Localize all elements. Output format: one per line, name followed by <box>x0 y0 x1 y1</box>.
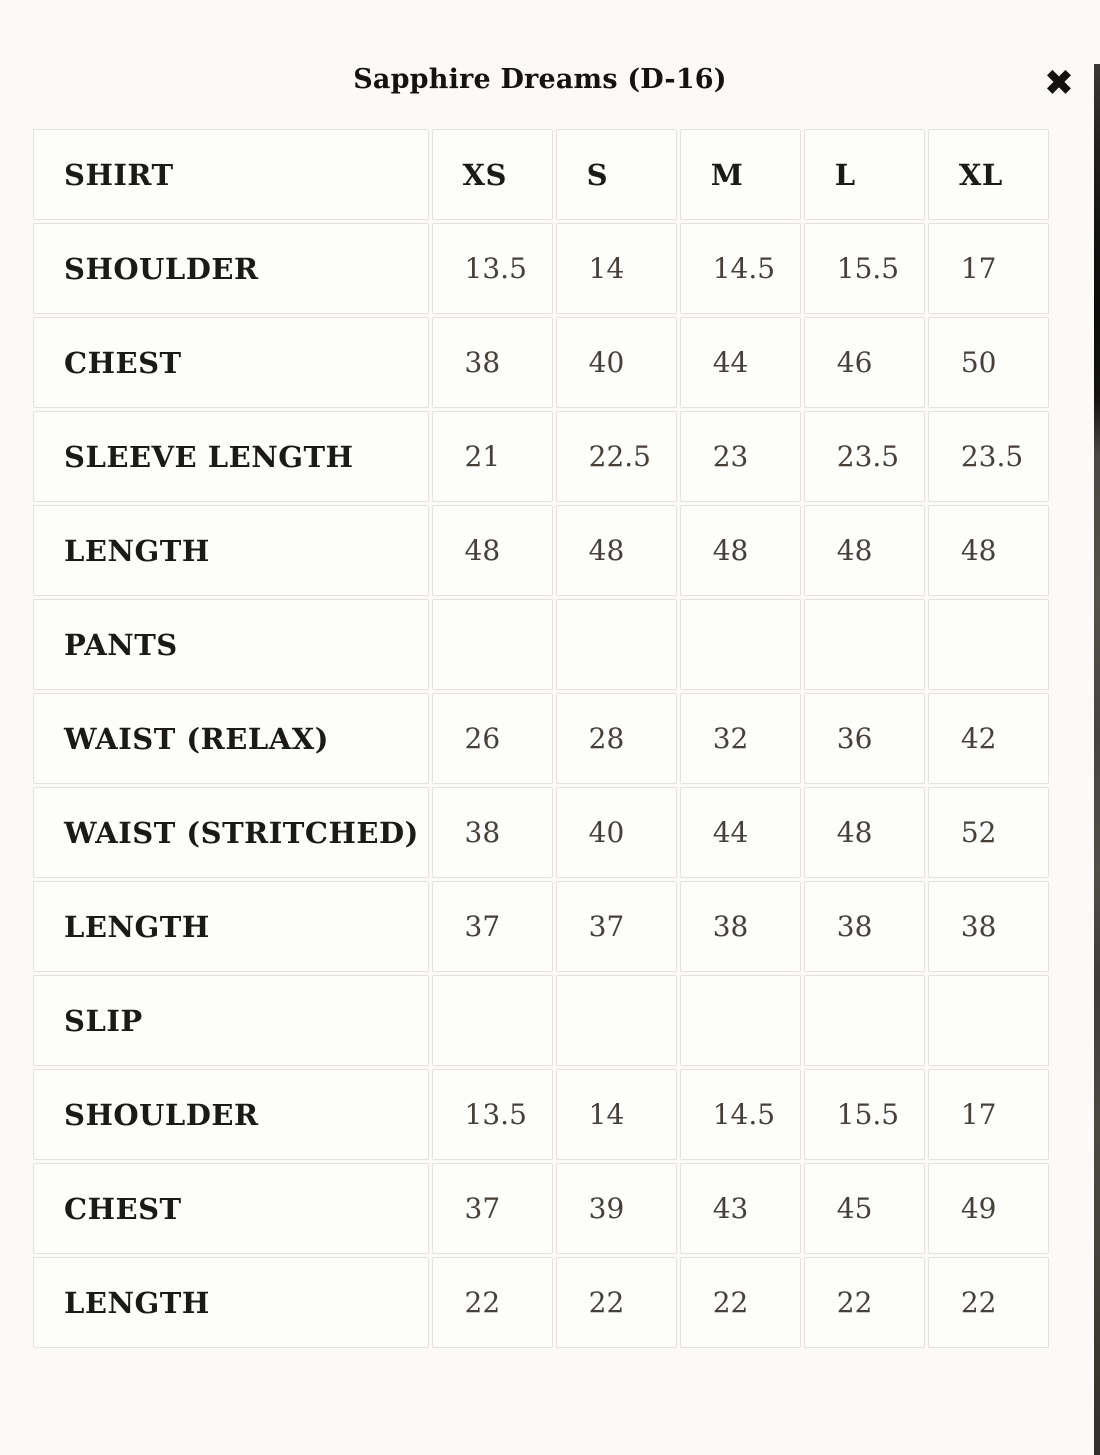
size-value-cell <box>680 599 801 690</box>
size-value-cell: 32 <box>680 693 801 784</box>
size-value-cell: 14.5 <box>680 1069 801 1160</box>
size-value-cell <box>804 975 925 1066</box>
close-icon: ✖ <box>1043 63 1074 104</box>
table-row <box>33 693 1049 784</box>
size-value-cell: 22 <box>680 1257 801 1348</box>
row-label: LENGTH <box>33 881 429 972</box>
size-value-cell: 21 <box>432 411 553 502</box>
size-value-cell: 23.5 <box>804 411 925 502</box>
size-value-cell: 50 <box>928 317 1049 408</box>
table-row <box>33 223 1049 314</box>
size-value-cell: 13.5 <box>432 223 553 314</box>
row-label: LENGTH <box>33 505 429 596</box>
row-label: WAIST (RELAX) <box>33 693 429 784</box>
size-value-cell: 48 <box>432 505 553 596</box>
size-value-cell: 14 <box>556 223 677 314</box>
row-label: CHEST <box>33 1163 429 1254</box>
size-value-cell: 13.5 <box>432 1069 553 1160</box>
size-value-cell: 39 <box>556 1163 677 1254</box>
row-label: SLIP <box>33 975 429 1066</box>
size-value-cell <box>432 975 553 1066</box>
size-value-cell: 38 <box>928 881 1049 972</box>
size-value-cell: 48 <box>928 505 1049 596</box>
size-value-cell: 44 <box>680 317 801 408</box>
size-value-cell: 37 <box>432 1163 553 1254</box>
row-label: SLEEVE LENGTH <box>33 411 429 502</box>
size-value-cell: 37 <box>432 881 553 972</box>
row-label: CHEST <box>33 317 429 408</box>
size-value-cell: 43 <box>680 1163 801 1254</box>
column-header: SHIRT <box>33 129 429 220</box>
size-value-cell <box>556 599 677 690</box>
size-value-cell: 23 <box>680 411 801 502</box>
size-value-cell: 46 <box>804 317 925 408</box>
size-value-cell: 38 <box>432 787 553 878</box>
size-value-cell: 49 <box>928 1163 1049 1254</box>
size-value-cell <box>928 975 1049 1066</box>
size-value-cell: 40 <box>556 317 677 408</box>
size-value-cell: 26 <box>432 693 553 784</box>
table-row <box>33 317 1049 408</box>
size-value-cell: 22 <box>928 1257 1049 1348</box>
size-value-cell: 22 <box>804 1257 925 1348</box>
size-value-cell: 42 <box>928 693 1049 784</box>
table-row <box>33 411 1049 502</box>
table-row <box>33 599 1049 690</box>
size-value-cell <box>928 599 1049 690</box>
size-value-cell: 17 <box>928 1069 1049 1160</box>
column-header: L <box>804 129 925 220</box>
row-label: SHOULDER <box>33 1069 429 1160</box>
size-value-cell: 44 <box>680 787 801 878</box>
size-value-cell <box>556 975 677 1066</box>
size-value-cell: 22 <box>556 1257 677 1348</box>
size-value-cell: 23.5 <box>928 411 1049 502</box>
size-value-cell: 48 <box>556 505 677 596</box>
size-value-cell: 37 <box>556 881 677 972</box>
column-header: S <box>556 129 677 220</box>
size-value-cell <box>804 599 925 690</box>
table-row <box>33 505 1049 596</box>
size-value-cell: 48 <box>804 505 925 596</box>
size-value-cell: 17 <box>928 223 1049 314</box>
size-value-cell: 40 <box>556 787 677 878</box>
row-label: WAIST (STRITCHED) <box>33 787 429 878</box>
size-value-cell: 22.5 <box>556 411 677 502</box>
row-label: PANTS <box>33 599 429 690</box>
header-row <box>33 129 1049 220</box>
size-value-cell: 14.5 <box>680 223 801 314</box>
size-value-cell: 28 <box>556 693 677 784</box>
table-row <box>33 1257 1049 1348</box>
size-value-cell: 15.5 <box>804 223 925 314</box>
size-value-cell: 36 <box>804 693 925 784</box>
size-chart-table <box>30 126 1052 1351</box>
column-header: XL <box>928 129 1049 220</box>
right-edge-backdrop <box>1094 64 1100 1455</box>
close-button[interactable] <box>1043 63 1074 104</box>
size-value-cell: 14 <box>556 1069 677 1160</box>
size-value-cell: 38 <box>804 881 925 972</box>
size-value-cell: 52 <box>928 787 1049 878</box>
size-value-cell: 15.5 <box>804 1069 925 1160</box>
size-value-cell: 38 <box>432 317 553 408</box>
table-row <box>33 787 1049 878</box>
size-value-cell: 48 <box>804 787 925 878</box>
size-value-cell: 45 <box>804 1163 925 1254</box>
table-row <box>33 1069 1049 1160</box>
modal-title: Sapphire Dreams (D-16) <box>353 64 727 95</box>
size-chart-body <box>33 223 1049 1348</box>
column-header: M <box>680 129 801 220</box>
row-label: LENGTH <box>33 1257 429 1348</box>
table-row <box>33 1163 1049 1254</box>
table-row <box>33 975 1049 1066</box>
column-header: XS <box>432 129 553 220</box>
size-value-cell: 48 <box>680 505 801 596</box>
size-value-cell <box>432 599 553 690</box>
size-value-cell: 22 <box>432 1257 553 1348</box>
size-value-cell: 38 <box>680 881 801 972</box>
size-value-cell <box>680 975 801 1066</box>
table-row <box>33 881 1049 972</box>
row-label: SHOULDER <box>33 223 429 314</box>
